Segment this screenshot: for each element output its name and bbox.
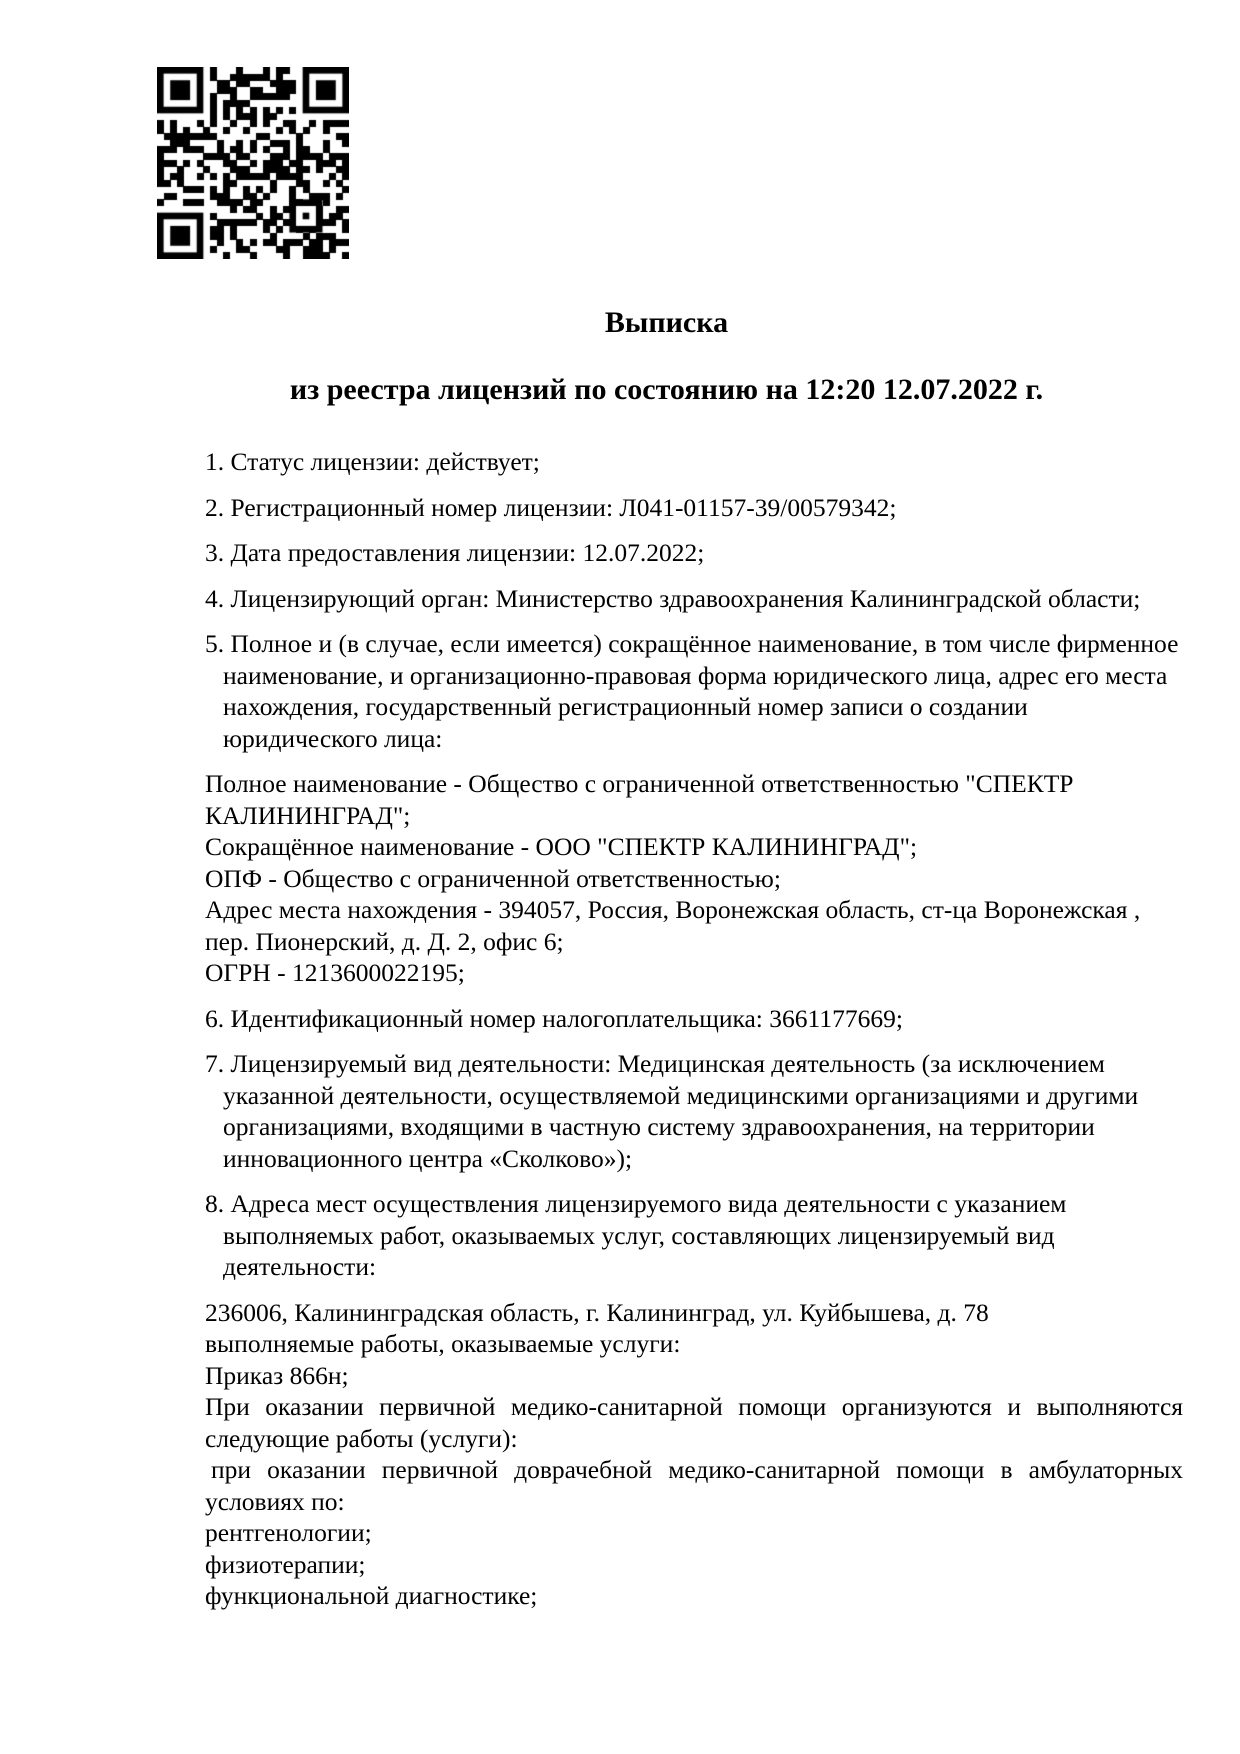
- list-item-5: [205, 628, 1183, 754]
- list-item-8: [205, 1188, 1183, 1283]
- item-text: Статус лицензии: действует;: [230, 447, 540, 476]
- list-item-2: [205, 492, 1183, 524]
- item-text: Идентификационный номер налогоплательщика: 3661177669;: [230, 1003, 903, 1033]
- item-text: Полное и (в случае, если имеется) сокращённое наименование, в том числе фирменное наименование, и организационно-правовая форма юридического лица, адрес его места нахождения, государственный регистрационный номер записи о создании юридического лица:: [223, 629, 1179, 753]
- activity-address: 236006, Калининградская область, г. Калининград, ул. Куйбышева, д. 78: [205, 1297, 989, 1327]
- item-number: 1.: [205, 447, 225, 476]
- list-item-7: [205, 1048, 1183, 1174]
- org-ogrn: ОГРН - 1213600022195;: [205, 958, 465, 987]
- service-item: физиотерапии;: [205, 1549, 366, 1579]
- works-intro: выполняемые работы, оказываемые услуги:: [205, 1329, 681, 1358]
- item-number: 8.: [205, 1189, 225, 1218]
- item-text: Лицензируемый вид деятельности: Медицинская деятельность (за исключением указанной деятельности, осуществляемой медицинскими организациями и другими организациями, входящими в частную систему здравоохранения, на территории инновационного центра «Сколково»);: [223, 1049, 1139, 1173]
- page-title: Выписка: [604, 306, 729, 339]
- list-item-3: [205, 537, 1183, 569]
- list-item-1: [205, 446, 1183, 478]
- document-content: [205, 0, 1183, 1612]
- item-text: Дата предоставления лицензии: 12.07.2022;: [230, 538, 705, 567]
- page-subtitle: из реестра лицензий по состоянию на 12:20 12.07.2022 г.: [289, 373, 1044, 406]
- item-number: 7.: [205, 1049, 225, 1078]
- org-short-name: Сокращённое наименование - ООО "СПЕКТР КАЛИНИНГРАД";: [205, 832, 918, 861]
- list-item-4: [205, 583, 1183, 615]
- service-item: рентгенологии;: [205, 1518, 372, 1547]
- item-text: Лицензирующий орган: Министерство здравоохранения Калининградской области;: [230, 583, 1141, 613]
- item-number: 3.: [205, 538, 225, 567]
- item-number: 5.: [205, 629, 225, 658]
- activity-address-block: [205, 1297, 1183, 1612]
- item-text: Регистрационный номер лицензии: Л041-01157-39/00579342;: [230, 492, 897, 522]
- order-line: Приказ 866н;: [205, 1360, 349, 1390]
- org-full-name: Полное наименование - Общество с ограниченной ответственностью "СПЕКТР КАЛИНИНГРАД";: [205, 769, 1074, 830]
- service-item: функциональной диагностике;: [205, 1581, 538, 1610]
- list-item-6: [205, 1003, 1183, 1035]
- org-address: Адрес места нахождения - 394057, Россия, Воронежская область, ст-ца Воронежская , пер. Пионерский, д. Д. 2, офис 6;: [205, 895, 1141, 956]
- item-number: 4.: [205, 583, 225, 613]
- pre-doctor-paragraph: при оказании первичной доврачебной медико-санитарной помощи в амбулаторных условиях по:: [205, 1455, 1183, 1516]
- item-number: 2.: [205, 492, 225, 522]
- org-opf: ОПФ - Общество с ограниченной ответственностью;: [205, 863, 781, 893]
- item-text: Адреса мест осуществления лицензируемого вида деятельности с указанием выполняемых работ, оказываемых услуг, составляющих лицензируемый вид деятельности:: [223, 1189, 1067, 1281]
- organization-block: [205, 768, 1183, 989]
- item-number: 6.: [205, 1003, 225, 1033]
- primary-care-paragraph: При оказании первичной медико-санитарной помощи организуются и выполняются следующие работы (услуги):: [205, 1392, 1183, 1453]
